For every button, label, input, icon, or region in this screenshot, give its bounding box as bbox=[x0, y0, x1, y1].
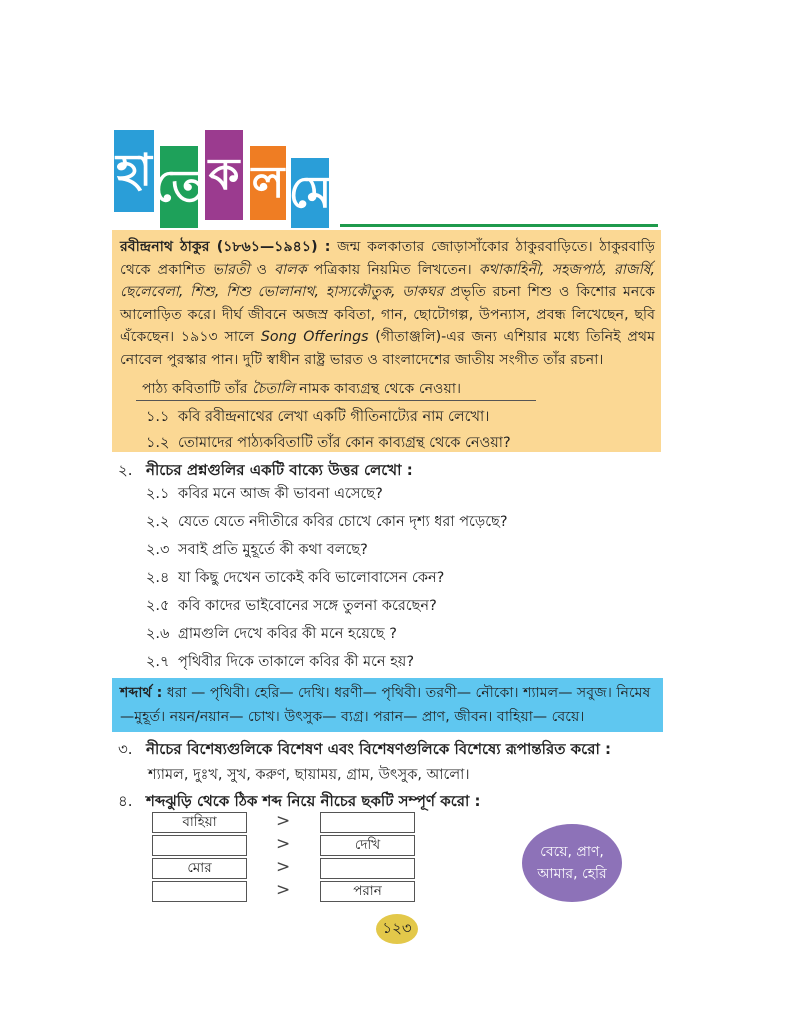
arrow-4: > bbox=[276, 880, 291, 900]
question-text: কবি রবীন্দ্রনাথের লেখা একটি গীতিনাট্যের নাম লেখো। bbox=[178, 409, 490, 425]
word-basket bbox=[522, 824, 622, 902]
question-2-item bbox=[146, 511, 508, 533]
title-block-1 bbox=[114, 130, 154, 212]
glossary-label: শব্দার্থ : bbox=[120, 685, 163, 701]
question-2-item bbox=[146, 567, 444, 589]
question-2-item bbox=[146, 595, 437, 617]
blank-left-3[interactable]: মোর bbox=[152, 858, 247, 879]
header-rule bbox=[340, 224, 658, 227]
question-1-2 bbox=[146, 432, 511, 454]
question-number: ২.৫ bbox=[146, 598, 170, 614]
question-2-item bbox=[146, 483, 383, 505]
question-number: ৪. bbox=[118, 792, 133, 810]
magazine-bharati: ভারতী bbox=[212, 261, 250, 278]
page-number: ১২৩ bbox=[376, 914, 418, 944]
title-letter-4: ল bbox=[251, 157, 285, 208]
question-2-item bbox=[146, 623, 397, 645]
question-number: ২. bbox=[118, 461, 133, 479]
bio-text-5: (গীতাঞ্জলি)-এর জন্য এশিয়ার মধ্যে তিনিই প্রথম নোবেল পুরস্কার পান। দুটি স্বাধীন রাষ্ট্র ভারত ও বাংলাদেশের জাতীয় সংগীত তাঁর রচনা। bbox=[120, 329, 655, 368]
question-2-heading bbox=[118, 459, 413, 481]
question-number: ২.২ bbox=[146, 514, 170, 530]
question-title: নীচের প্রশ্নগুলির একটি বাক্যে উত্তর লেখো : bbox=[146, 461, 413, 479]
basket-line-1: বেয়ে, প্রাণ, bbox=[540, 844, 604, 860]
title-letter-3: ক bbox=[208, 149, 240, 200]
title-block-5 bbox=[288, 158, 332, 228]
question-number: ২.১ bbox=[146, 486, 170, 502]
question-title: নীচের বিশেষ্যগুলিকে বিশেষণ এবং বিশেষণগুলিকে বিশেষ্যে রূপান্তরিত করো : bbox=[146, 740, 612, 758]
bio-text-1: জন্ম কলকাতার জোড়াসাঁকোর ঠাকুরবাড়িতে। ঠাকুরবাড়ি থেকে প্রকাশিত bbox=[120, 239, 655, 278]
title-letter-5: মে bbox=[288, 167, 332, 218]
title-block-3 bbox=[205, 130, 243, 220]
question-text: গ্রামগুলি দেখে কবির কী মনে হয়েছে ? bbox=[178, 626, 397, 642]
basket-line-2: আমার, হেরি bbox=[537, 866, 607, 882]
title-block-4 bbox=[250, 146, 286, 220]
title-letter-1: হা bbox=[116, 145, 152, 196]
source-text-1: পাঠ্য কবিতাটি তাঁর bbox=[142, 381, 252, 397]
question-number: ১.১ bbox=[146, 409, 170, 425]
song-offerings: Song Offerings bbox=[260, 329, 369, 345]
question-text: তোমাদের পাঠ্যকবিতাটি তাঁর কোন কাব্যগ্রন্থ থেকে নেওয়া? bbox=[178, 435, 511, 451]
question-3-heading bbox=[118, 738, 611, 760]
glossary-body: ধরা — পৃথিবী। হেরি— দেখি। ধরণী— পৃথিবী। তরণী— নৌকো। শ্যামল— সবুজ। নিমেষ—মুহূর্ত। নয়ন/নয়ান— চোখ। উৎসুক— ব্যগ্র। পরান— প্রাণ, জীবন। বাহিয়া— বেয়ে। bbox=[120, 685, 651, 725]
biography-text bbox=[120, 236, 655, 371]
arrow-1: > bbox=[276, 811, 291, 831]
title-letter-2: তে bbox=[153, 161, 205, 212]
bio-text-2: ও bbox=[249, 261, 275, 278]
blank-right-4[interactable]: পরান bbox=[320, 881, 415, 902]
question-number: ২.৭ bbox=[146, 654, 170, 670]
question-number: ২.৬ bbox=[146, 626, 170, 642]
question-2-item bbox=[146, 539, 368, 561]
title-block-2 bbox=[153, 146, 205, 228]
blank-right-1[interactable] bbox=[320, 812, 415, 833]
glossary-text bbox=[120, 681, 658, 729]
question-number: ১.২ bbox=[146, 435, 170, 451]
arrow-2: > bbox=[276, 834, 291, 854]
bio-divider bbox=[136, 400, 536, 401]
blank-left-2[interactable] bbox=[152, 835, 247, 856]
magazine-balak: বালক bbox=[274, 261, 307, 278]
blank-right-3[interactable] bbox=[320, 858, 415, 879]
poem-source bbox=[120, 378, 461, 400]
blank-right-2[interactable]: দেখি bbox=[320, 835, 415, 856]
question-title: শব্দঝুড়ি থেকে ঠিক শব্দ নিয়ে নীচের ছকটি সম্পূর্ণ করো : bbox=[146, 792, 481, 810]
question-text: সবাই প্রতি মুহূর্তে কী কথা বলছে? bbox=[178, 542, 368, 558]
source-text-2: নামক কাব্যগ্রন্থ থেকে নেওয়া। bbox=[294, 381, 462, 397]
question-text: কবির মনে আজ কী ভাবনা এসেছে? bbox=[178, 486, 383, 502]
arrow-3: > bbox=[276, 857, 291, 877]
question-text: পৃথিবীর দিকে তাকালে কবির কী মনে হয়? bbox=[178, 654, 415, 670]
question-2-item bbox=[146, 651, 414, 673]
question-number: ৩. bbox=[118, 740, 133, 758]
question-text: যা কিছু দেখেন তাকেই কবি ভালোবাসেন কেন? bbox=[178, 570, 445, 586]
question-1-1 bbox=[146, 406, 489, 428]
question-number: ২.৪ bbox=[146, 570, 170, 586]
question-number: ২.৩ bbox=[146, 542, 170, 558]
question-text: কবি কাদের ভাইবোনের সঙ্গে তুলনা করেছেন? bbox=[178, 598, 437, 614]
question-3-words: শ্যামল, দুঃখ, সুখ, করুণ, ছায়াময়, গ্রাম, উৎসুক, আলো। bbox=[148, 767, 470, 783]
author-name: রবীন্দ্রনাথ ঠাকুর (১৮৬১—১৯৪১) : bbox=[120, 239, 331, 255]
blank-left-4[interactable] bbox=[152, 881, 247, 902]
question-4-heading bbox=[118, 790, 481, 812]
question-text: যেতে যেতে নদীতীরে কবির চোখে কোন দৃশ্য ধরা পড়েছে? bbox=[178, 514, 508, 530]
blank-left-1[interactable]: বাহিয়া bbox=[152, 812, 247, 833]
bio-text-4: প্রভৃতি রচনা শিশু ও কিশোর মনকে আলোড়িত করে। দীর্ঘ জীবনে অজস্র কবিতা, গান, ছোটোগল্প, উপন্যাস, প্রবন্ধ লিখেছেন, ছবি এঁকেছেন। ১৯১৩ সালে bbox=[120, 284, 655, 345]
bio-text-3: পত্রিকায় নিয়মিত লিখতেন। bbox=[306, 261, 479, 278]
source-book: চৈতালি bbox=[251, 381, 295, 397]
works-list: কথাকাহিনী, সহজপাঠ, রাজর্ষি, ছেলেবেলা, শিশু, শিশু ভোলানাথ, হাস্যকৌতুক, ডাকঘর bbox=[120, 261, 655, 300]
